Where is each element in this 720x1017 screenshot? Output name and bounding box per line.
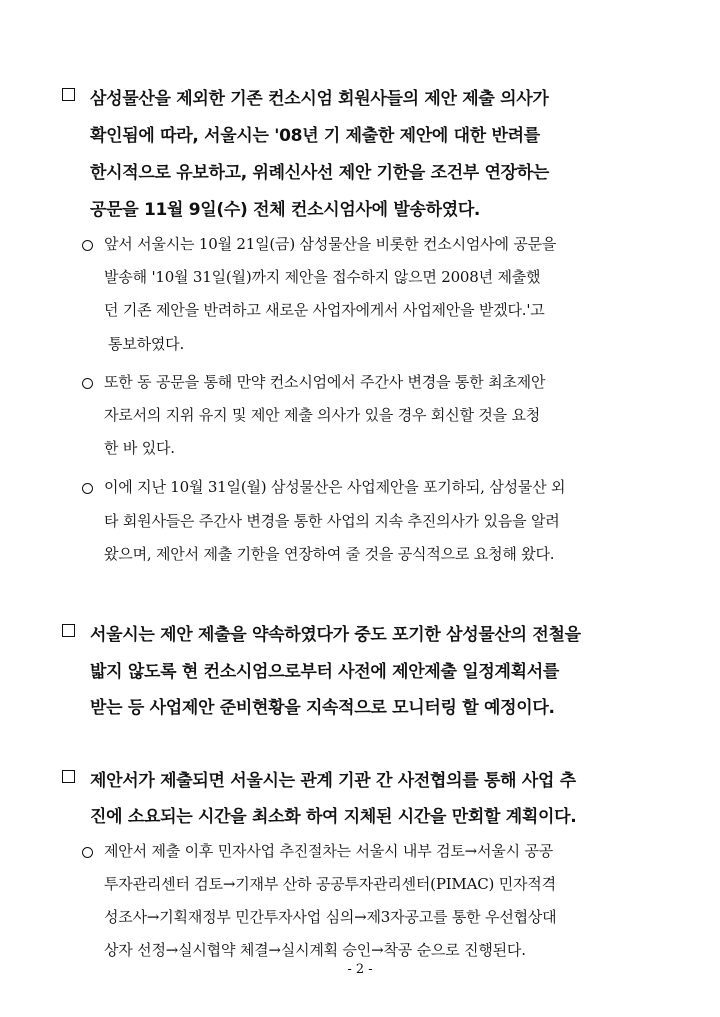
section-1-line-2: 확인됨에 따라, 서울시는 '08년 기 제출한 제안에 대한 반려를 [90, 126, 540, 146]
sub-3-1-line-1: 제안서 제출 이후 민자사업 추진절차는 서울시 내부 검토→서울시 공공 [104, 842, 554, 860]
section-1-line-3: 한시적으로 유보하고, 위례신사선 제안 기한을 조건부 연장하는 [90, 163, 550, 183]
section-1-line-1: 삼성물산을 제외한 기존 컨소시엄 회원사들의 제안 제출 의사가 [90, 89, 549, 109]
sub-1-3-line-1: 이에 지난 10월 31일(월) 삼성물산은 사업제안을 포기하되, 삼성물산 외 [104, 478, 566, 496]
circle-bullet-icon [82, 238, 93, 256]
section-3-line-2: 진에 소요되는 시간을 최소화 하여 지체된 시간을 만회할 계획이다. [90, 807, 577, 827]
circle-bullet-icon [82, 845, 93, 863]
circle-bullet-icon [82, 481, 93, 499]
square-bullet-icon [62, 87, 75, 105]
section-1-line-4: 공문을 11월 9일(수) 전체 컨소시엄사에 발송하였다. [90, 200, 481, 220]
sub-1-1-line-4: 통보하였다. [108, 335, 185, 353]
section-2-line-2: 밟지 않도록 현 컨소시엄으로부터 사전에 제안제출 일정계획서를 [90, 662, 560, 682]
section-2-line-1: 서울시는 제안 제출을 약속하였다가 중도 포기한 삼성물산의 전철을 [90, 625, 581, 645]
square-bullet-icon [62, 623, 75, 641]
page-number: - 2 - [347, 962, 373, 977]
sub-3-1-line-3: 성조사→기획재정부 민간투자사업 심의→제3자공고를 통한 우선협상대 [104, 908, 557, 926]
sub-1-1-line-3: 던 기존 제안을 반려하고 새로운 사업자에게서 사업제안을 받겠다.'고 [104, 301, 545, 319]
sub-3-1-line-2: 투자관리센터 검토→기재부 산하 공공투자관리센터(PIMAC) 민자적격 [104, 875, 556, 893]
sub-3-1-line-4: 상자 선정→실시협약 체결→실시계획 승인→착공 순으로 진행된다. [104, 941, 526, 959]
section-2-line-3: 받는 등 사업제안 준비현황을 지속적으로 모니터링 할 예정이다. [90, 698, 555, 718]
circle-bullet-icon [82, 376, 93, 394]
section-3-line-1: 제안서가 제출되면 서울시는 관계 기관 간 사전협의를 통해 사업 추 [90, 771, 576, 791]
sub-1-3-line-3: 왔으며, 제안서 제출 기한을 연장하여 줄 것을 공식적으로 요청해 왔다. [104, 545, 555, 563]
sub-1-2-line-2: 자로서의 지위 유지 및 제안 제출 의사가 있을 경우 회신할 것을 요청 [104, 406, 541, 424]
sub-1-1-line-1: 앞서 서울시는 10월 21일(금) 삼성물산을 비롯한 컨소시엄사에 공문을 [104, 235, 557, 253]
square-bullet-icon [62, 769, 75, 787]
sub-1-2-line-3: 한 바 있다. [104, 439, 175, 457]
sub-1-2-line-1: 또한 동 공문을 통해 만약 컨소시엄에서 주간사 변경을 통한 최초제안 [104, 373, 546, 391]
sub-1-3-line-2: 타 회원사들은 주간사 변경을 통한 사업의 지속 추진의사가 있음을 알려 [104, 512, 560, 530]
sub-1-1-line-2: 발송해 '10월 31일(월)까지 제안을 접수하지 않으면 2008년 제출했 [104, 268, 541, 286]
